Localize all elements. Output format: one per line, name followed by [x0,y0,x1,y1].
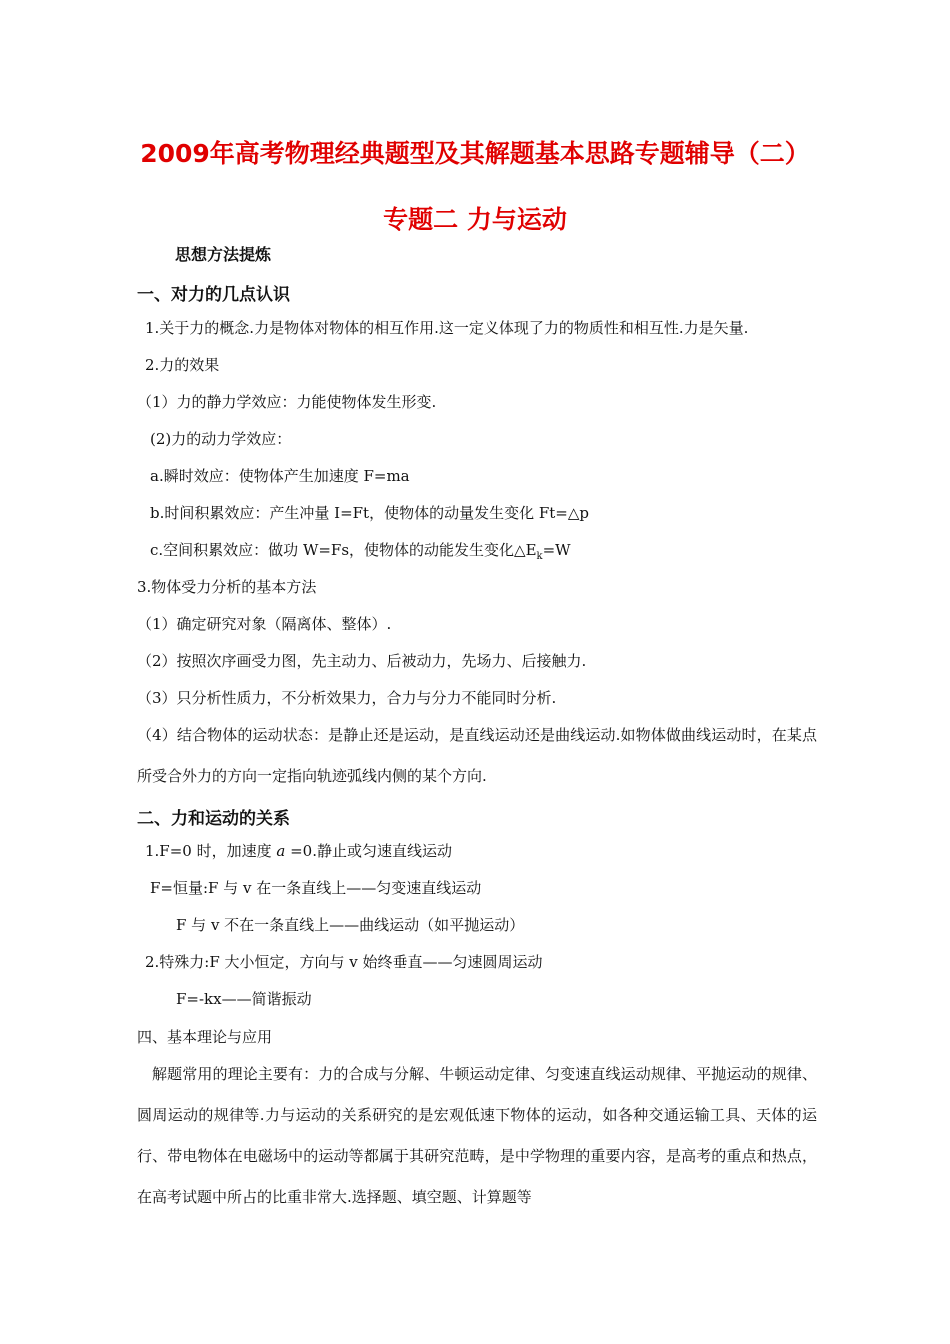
section4-paragraph-1: 解题常用的理论主要有：力的合成与分解、牛顿运动定律、匀变速直线运动规律、平抛运动的规律、圆周运动的规律等.力与运动的关系研究的是宏观低速下物体的运动，如各种交通运输工具、天体的运行、带电物体在电磁场中的运动等都属于其研究范畴，是中学物理的重要内容，是高考的重点和热点，在高考试题中所占的比重非常大.选择题、填空题、计算题等 [137,1065,817,1206]
s2p1-text-end: =0.静止或匀速直线运动 [285,842,452,860]
p7-text: c.空间积累效应：做功 W=Fs，使物体的动能发生变化△E [150,541,537,559]
p7-subscript: k [536,551,543,562]
document-subtitle: 专题二 力与运动 [383,205,567,234]
section2-paragraph-3: F 与 v 不在一条直线上——曲线运动（如平抛运动） [176,916,525,934]
section2-paragraph-4: 2.特殊力:F 大小恒定，方向与 v 始终垂直——匀速圆周运动 [145,953,543,971]
document-title: 2009年高考物理经典题型及其解题基本思路专题辅导（二） [140,139,810,168]
section1-paragraph-12: （4）结合物体的运动状态：是静止还是运动，是直线运动还是曲线运动.如物体做曲线运动时，在某点所受合外力的方向一定指向轨迹弧线内侧的某个方向. [137,726,817,785]
s2p1-variable: a [276,842,286,860]
methods-heading: 思想方法提炼 [175,245,272,264]
section4-heading: 四、基本理论与应用 [137,1028,273,1046]
section1-heading: 一、对力的几点认识 [137,285,290,305]
section1-paragraph-5: a.瞬时效应：使物体产生加速度 F=ma [150,467,410,485]
section1-paragraph-7 [150,540,571,567]
section1-paragraph-1: 1.关于力的概念.力是物体对物体的相互作用.这一定义体现了力的物质性和相互性.力是矢量. [145,319,749,337]
p7-text-end: =W [542,541,571,559]
section2-paragraph-1 [145,841,452,861]
section1-paragraph-3: （1）力的静力学效应：力能使物体发生形变. [137,393,437,411]
section2-paragraph-2: F=恒量:F 与 v 在一条直线上——匀变速直线运动 [150,879,482,897]
section2-heading: 二、力和运动的关系 [137,809,290,829]
section1-paragraph-11: （3）只分析性质力，不分析效果力，合力与分力不能同时分析. [137,689,557,707]
s2p1-text: 1.F=0 时，加速度 [145,842,277,860]
section1-paragraph-4: (2)力的动力学效应： [150,430,292,448]
section2-paragraph-5: F=-kx——简谐振动 [176,990,312,1008]
section1-paragraph-10: （2）按照次序画受力图，先主动力、后被动力，先场力、后接触力. [137,652,587,670]
section1-paragraph-6: b.时间积累效应：产生冲量 I=Ft，使物体的动量发生变化 Ft=△p [150,504,589,522]
section1-paragraph-2: 2.力的效果 [145,356,220,374]
section1-paragraph-9: （1）确定研究对象（隔离体、整体）. [137,615,392,633]
section1-paragraph-8: 3.物体受力分析的基本方法 [137,578,317,596]
